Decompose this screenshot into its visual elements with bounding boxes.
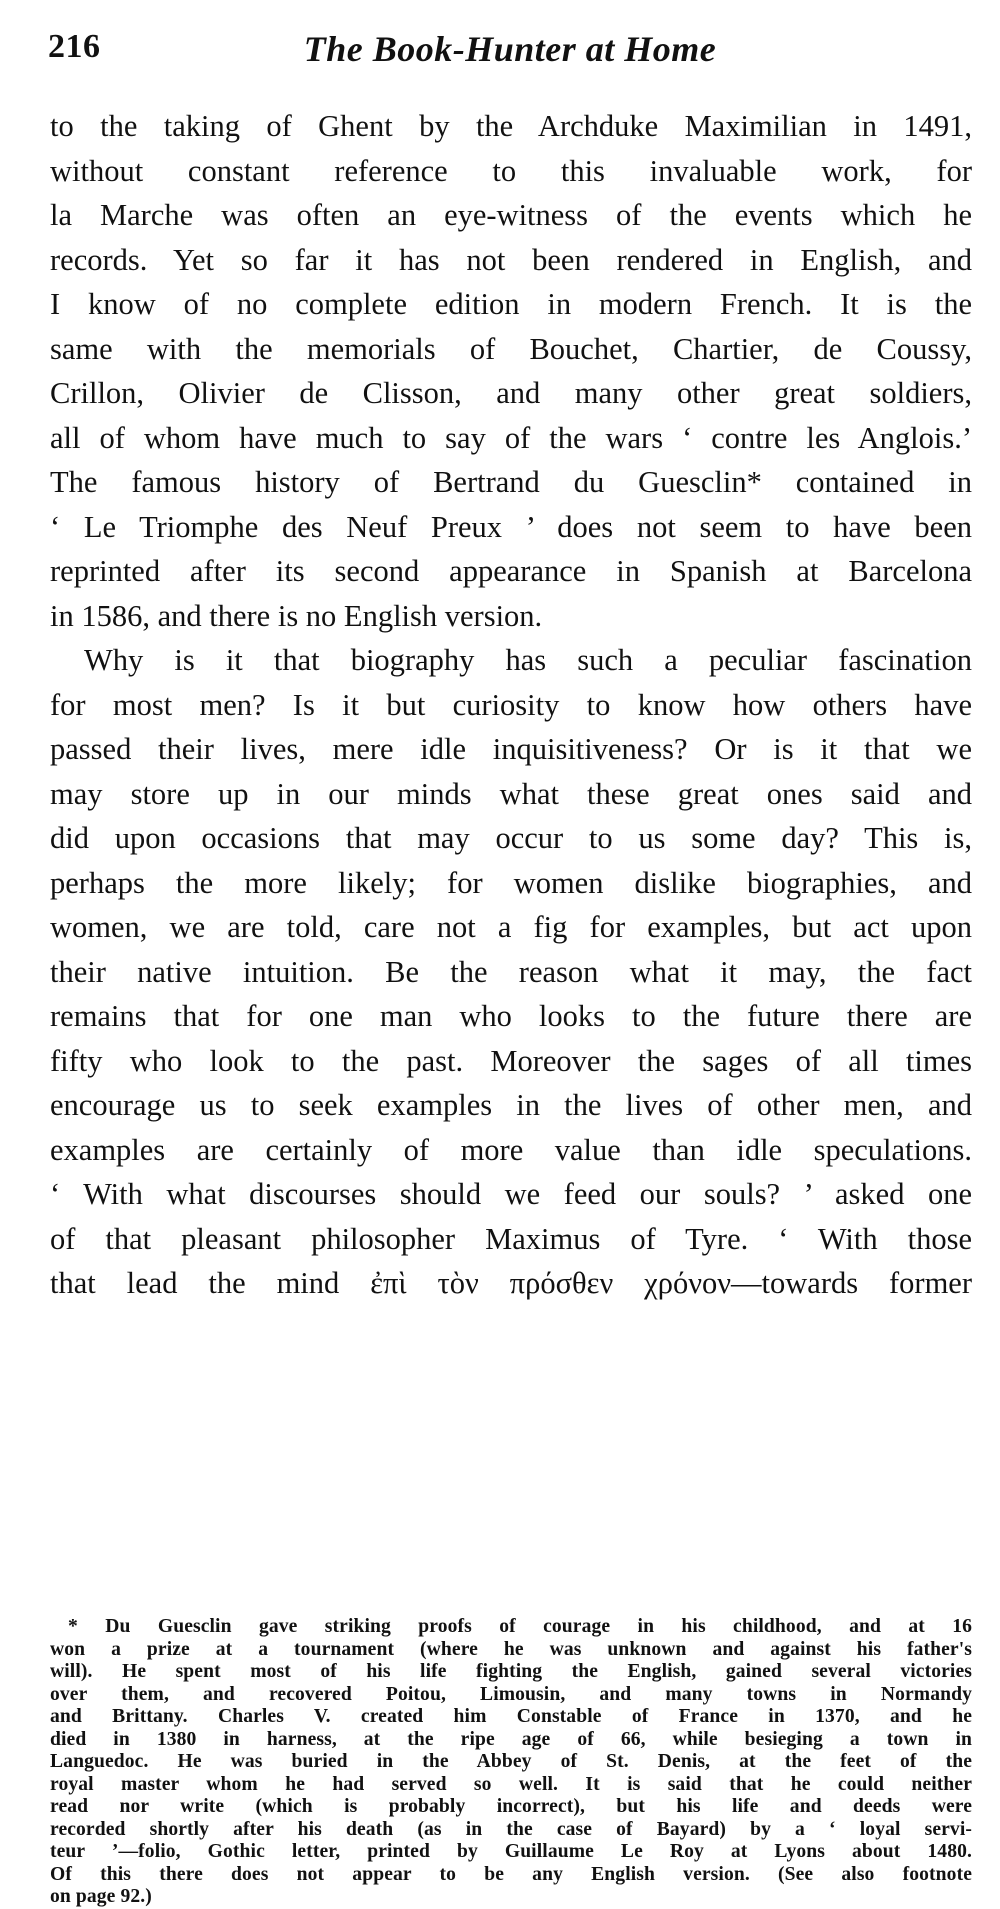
text-line: la Marche was often an eye-witness of the events which he: [50, 198, 972, 232]
text-line: The famous history of Bertrand du Guesclin* contained in: [50, 465, 972, 499]
footnote-line: Of this there does not appear to be any English version. (See also footnote: [50, 1863, 972, 1885]
paragraph-start-line: Why is it that biography has such a peculiar fascination: [84, 643, 972, 677]
footnote: [50, 1616, 972, 1909]
text-line: same with the memorials of Bouchet, Chartier, de Coussy,: [50, 331, 972, 366]
text-line: ‘ With what discourses should we feed our souls? ’ asked one: [50, 1177, 972, 1211]
text-line: records. Yet so far it has not been rendered in English, and: [50, 242, 972, 277]
footnote-line: recorded shortly after his death (as in the case of Bayard) by a ‘ loyal servi-: [50, 1818, 972, 1840]
text-line: I know of no complete edition in modern French. It is the: [50, 287, 972, 321]
footnote-line: royal master whom he had served so well. It is said that he could neither: [50, 1773, 972, 1795]
text-line: may store up in our minds what these great ones said and: [50, 776, 972, 811]
text-line: all of whom have much to say of the wars ‘ contre les Anglois.’: [50, 420, 972, 455]
text-line: did upon occasions that may occur to us some day? This is,: [50, 821, 972, 855]
footnote-line: and Brittany. Charles V. created him Constable of France in 1370, and he: [50, 1706, 972, 1727]
text-line: passed their lives, mere idle inquisitiveness? Or is it that we: [50, 732, 972, 766]
text-line: that lead the mind ἐπὶ τὸν πρόσθεν χρόνον—towards former: [50, 1266, 972, 1300]
text-line: without constant reference to this invaluable work, for: [50, 153, 972, 188]
text-line: for most men? Is it but curiosity to know how others have: [50, 687, 972, 722]
text-line: women, we are told, care not a fig for examples, but act upon: [50, 910, 972, 944]
footnote-line: * Du Guesclin gave striking proofs of courage in his childhood, and at 16: [68, 1616, 972, 1637]
text-line: ‘ Le Triomphe des Neuf Preux ’ does not seem to have been: [50, 509, 972, 544]
footnote-line: Languedoc. He was buried in the Abbey of St. Denis, at the feet of the: [50, 1751, 972, 1772]
footnote-line: teur ’—folio, Gothic letter, printed by Guillaume Le Roy at Lyons about 1480.: [50, 1841, 972, 1862]
footnote-line: on page 92.): [50, 1886, 152, 1907]
text-line: of that pleasant philosopher Maximus of Tyre. ‘ With those: [50, 1221, 972, 1256]
footnote-line: read nor write (which is probably incorrect), but his life and deeds were: [50, 1796, 972, 1817]
footnote-line: won a prize at a tournament (where he was unknown and against his father's: [50, 1638, 972, 1660]
running-head: [48, 28, 972, 74]
text-line: examples are certainly of more value than idle speculations.: [50, 1132, 972, 1167]
text-line: in 1586, and there is no English version.: [50, 598, 543, 633]
running-title: The Book-Hunter at Home: [303, 29, 717, 69]
text-line: encourage us to seek examples in the lives of other men, and: [50, 1088, 972, 1122]
text-line: remains that for one man who looks to the future there are: [50, 999, 972, 1033]
text-line: fifty who look to the past. Moreover the sages of all times: [50, 1043, 972, 1078]
text-line: reprinted after its second appearance in Spanish at Barcelona: [50, 554, 972, 588]
footnote-line: died in 1380 in harness, at the ripe age of 66, while besieging a town in: [50, 1728, 972, 1750]
text-line: perhaps the more likely; for women dislike biographies, and: [50, 865, 972, 900]
text-line: Crillon, Olivier de Clisson, and many other great soldiers,: [50, 376, 972, 410]
page-number: 216: [48, 28, 101, 65]
footnote-line: will). He spent most of his life fighting the English, gained several victories: [50, 1661, 972, 1682]
footnote-line: over them, and recovered Poitou, Limousin, and many towns in Normandy: [50, 1683, 972, 1705]
text-line: their native intuition. Be the reason what it may, the fact: [50, 954, 972, 989]
text-line: to the taking of Ghent by the Archduke Maximilian in 1491,: [50, 109, 972, 143]
main-text: [50, 104, 972, 1306]
